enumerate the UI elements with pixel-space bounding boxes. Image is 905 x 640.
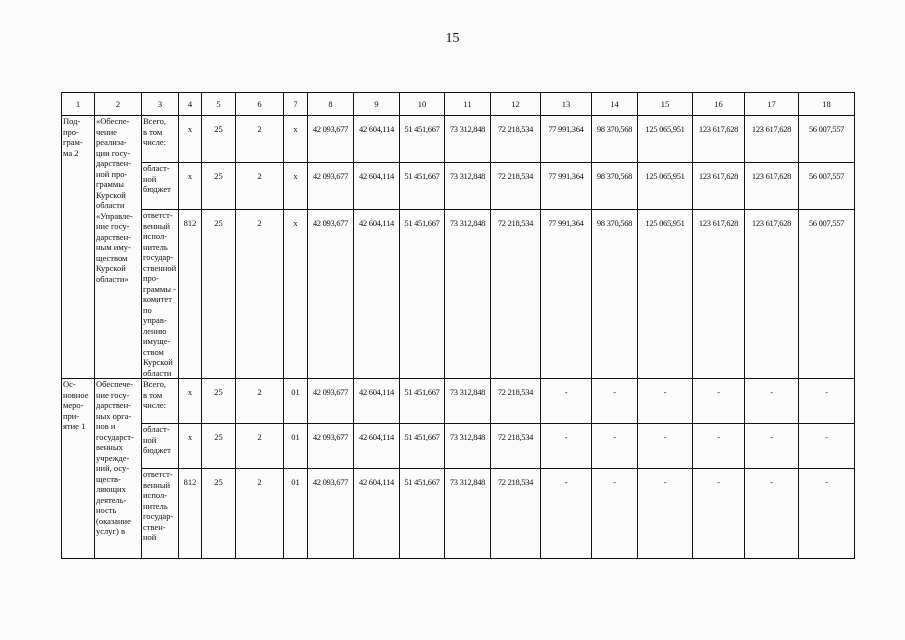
value-cell: 42 604,114	[354, 469, 400, 559]
value-cell: -	[693, 469, 745, 559]
value-cell: 51 451,667	[400, 469, 445, 559]
value-cell: -	[745, 424, 799, 469]
value-cell: -	[638, 469, 693, 559]
column-number: 12	[491, 93, 541, 116]
column-number: 9	[354, 93, 400, 116]
value-cell: -	[638, 379, 693, 424]
subprogram-level: Под- про- грам- ма 2	[63, 116, 83, 158]
value-cell: 77 991,364	[541, 210, 592, 379]
csr-cell: 01	[284, 424, 308, 469]
value-cell: 72 218,534	[491, 424, 541, 469]
value-cell: 123 617,628	[693, 210, 745, 379]
rz-cell: 25	[202, 210, 236, 379]
value-cell: 77 991,364	[541, 116, 592, 163]
value-cell: 98 370,568	[592, 210, 638, 379]
value-cell: 51 451,667	[400, 163, 445, 210]
name-cell	[95, 379, 142, 559]
level-cell	[62, 116, 95, 379]
grbs-cell: 812	[179, 469, 202, 559]
grbs-cell: 812	[179, 210, 202, 379]
column-number: 8	[308, 93, 354, 116]
pr-cell: 2	[236, 163, 284, 210]
table-row	[62, 379, 855, 424]
value-cell: 42 604,114	[354, 163, 400, 210]
rz-cell: 25	[202, 379, 236, 424]
activity-level: Ос- новное меро- при- ятие 1	[63, 379, 89, 431]
value-cell: -	[693, 379, 745, 424]
column-number: 18	[799, 93, 855, 116]
column-number: 4	[179, 93, 202, 116]
column-number: 17	[745, 93, 799, 116]
value-cell: 125 065,951	[638, 210, 693, 379]
page-number: 15	[445, 31, 460, 46]
csr-cell: 01	[284, 469, 308, 559]
name-cell	[95, 116, 142, 379]
value-cell: 123 617,628	[693, 163, 745, 210]
column-number: 11	[445, 93, 491, 116]
value-cell: 56 007,557	[799, 116, 855, 163]
value-cell: 42 093,677	[308, 163, 354, 210]
level-cell	[62, 379, 95, 559]
value-cell: 125 065,951	[638, 116, 693, 163]
rz-cell: 25	[202, 163, 236, 210]
table-row	[62, 424, 855, 469]
executor-cell: Всего, в том числе:	[142, 116, 179, 163]
column-number: 7	[284, 93, 308, 116]
value-cell: 77 991,364	[541, 163, 592, 210]
value-cell: 73 312,848	[445, 469, 491, 559]
value-cell: 51 451,667	[400, 424, 445, 469]
value-cell: -	[745, 469, 799, 559]
column-number: 10	[400, 93, 445, 116]
value-cell: -	[592, 424, 638, 469]
value-cell: 72 218,534	[491, 469, 541, 559]
csr-cell: 01	[284, 379, 308, 424]
value-cell: 42 093,677	[308, 379, 354, 424]
column-number: 14	[592, 93, 638, 116]
value-cell: 123 617,628	[745, 116, 799, 163]
rz-cell: 25	[202, 116, 236, 163]
table-row	[62, 116, 855, 163]
value-cell: 123 617,628	[693, 116, 745, 163]
value-cell: 98 370,568	[592, 163, 638, 210]
value-cell: 73 312,848	[445, 424, 491, 469]
value-cell: 72 218,534	[491, 116, 541, 163]
value-cell: 73 312,848	[445, 379, 491, 424]
value-cell: 72 218,534	[491, 379, 541, 424]
value-cell: 42 093,677	[308, 210, 354, 379]
pr-cell: 2	[236, 424, 284, 469]
value-cell: -	[799, 469, 855, 559]
value-cell: 42 093,677	[308, 116, 354, 163]
value-cell: 42 604,114	[354, 116, 400, 163]
table-row	[62, 469, 855, 559]
value-cell: 72 218,534	[491, 210, 541, 379]
csr-cell: x	[284, 210, 308, 379]
value-cell: 123 617,628	[745, 163, 799, 210]
value-cell: 42 604,114	[354, 424, 400, 469]
value-cell: 42 604,114	[354, 379, 400, 424]
budget-table	[61, 92, 855, 559]
value-cell: -	[799, 424, 855, 469]
value-cell: 98 370,568	[592, 116, 638, 163]
pr-cell: 2	[236, 116, 284, 163]
value-cell: 73 312,848	[445, 163, 491, 210]
value-cell: 51 451,667	[400, 210, 445, 379]
subprogram-name: «Обеспе- чение реализа- ции госу- дарствен- ной про- граммы Курской области «Управле- ние госу- дарствен- ным иму- ществом Курской области»	[96, 116, 133, 284]
value-cell: 56 007,557	[799, 163, 855, 210]
value-cell: 125 065,951	[638, 163, 693, 210]
pr-cell: 2	[236, 379, 284, 424]
executor-cell: област- ной бюджет	[142, 424, 179, 469]
value-cell: -	[592, 379, 638, 424]
value-cell: -	[541, 424, 592, 469]
activity-name: Обеспече- ние госу- дарствен- ных орга- нов и государст- венных учрежде- ний, осу- ществ- ляющих деятель- ность (оказание услуг) в	[96, 379, 134, 536]
value-cell: 42 093,677	[308, 424, 354, 469]
value-cell: 56 007,557	[799, 210, 855, 379]
csr-cell: x	[284, 163, 308, 210]
value-cell: -	[541, 469, 592, 559]
value-cell: 72 218,534	[491, 163, 541, 210]
column-number-row	[62, 93, 855, 116]
executor-cell: област- ной бюджет	[142, 163, 179, 210]
value-cell: 42 093,677	[308, 469, 354, 559]
value-cell: 51 451,667	[400, 379, 445, 424]
table-row	[62, 210, 855, 379]
table-row	[62, 163, 855, 210]
rz-cell: 25	[202, 424, 236, 469]
grbs-cell: x	[179, 163, 202, 210]
pr-cell: 2	[236, 210, 284, 379]
value-cell: 123 617,628	[745, 210, 799, 379]
value-cell: 42 604,114	[354, 210, 400, 379]
pr-cell: 2	[236, 469, 284, 559]
value-cell: 73 312,848	[445, 210, 491, 379]
value-cell: -	[745, 379, 799, 424]
column-number: 5	[202, 93, 236, 116]
rz-cell: 25	[202, 469, 236, 559]
grbs-cell: x	[179, 116, 202, 163]
column-number: 1	[62, 93, 95, 116]
executor-cell: Всего, в том числе:	[142, 379, 179, 424]
column-number: 15	[638, 93, 693, 116]
executor-cell: ответст- венный испол- нитель государ- ствен- ной	[142, 469, 179, 559]
value-cell: 51 451,667	[400, 116, 445, 163]
column-number: 16	[693, 93, 745, 116]
grbs-cell: x	[179, 379, 202, 424]
column-number: 2	[95, 93, 142, 116]
column-number: 13	[541, 93, 592, 116]
value-cell: -	[638, 424, 693, 469]
value-cell: -	[541, 379, 592, 424]
column-number: 3	[142, 93, 179, 116]
value-cell: -	[693, 424, 745, 469]
executor-cell: ответст- венный испол- нитель государ- ственной про- граммы - комитет по управ- лению имуще- ством Курской области	[142, 210, 179, 379]
column-number: 6	[236, 93, 284, 116]
grbs-cell: x	[179, 424, 202, 469]
value-cell: -	[592, 469, 638, 559]
csr-cell: x	[284, 116, 308, 163]
value-cell: 73 312,848	[445, 116, 491, 163]
value-cell: -	[799, 379, 855, 424]
